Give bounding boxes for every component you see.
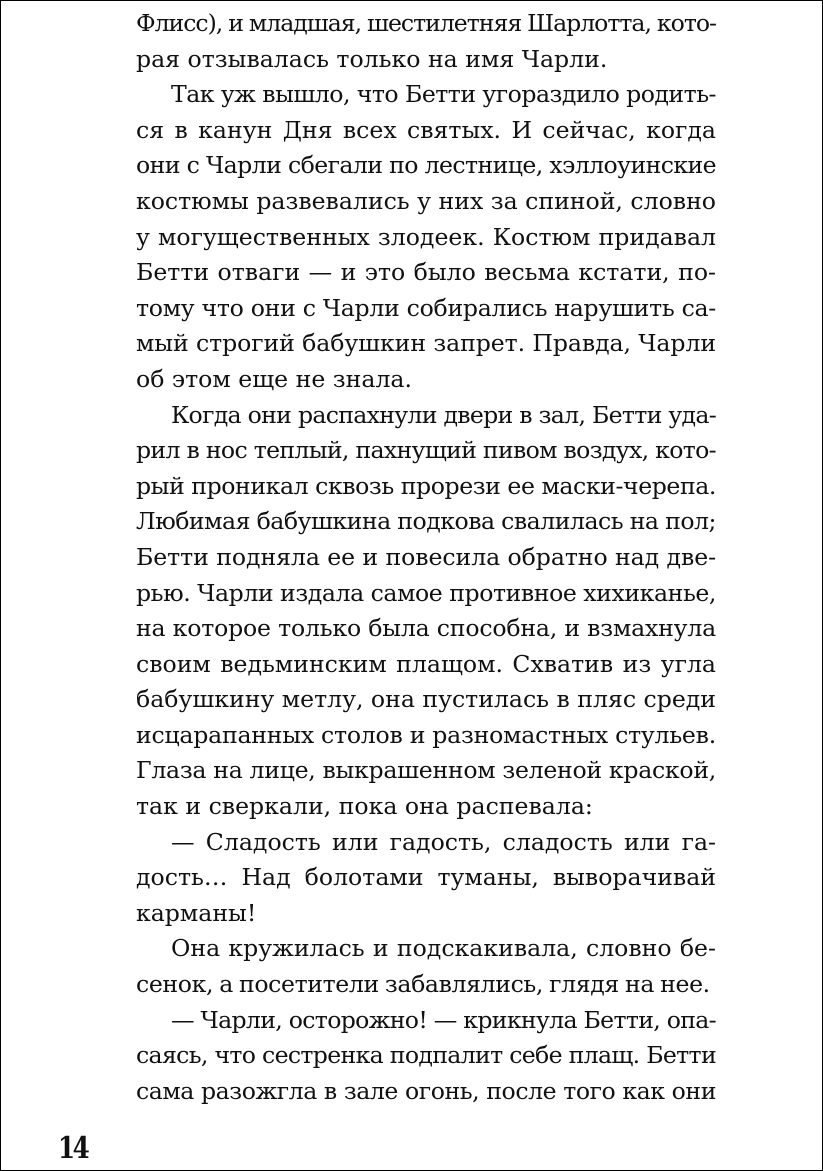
text-line: Так уж вышло, что Бетти угораздило родить- — [171, 80, 716, 109]
text-line: карманы! — [136, 898, 257, 927]
text-line: у могущественных злодеек. Костюм придавал — [136, 222, 716, 251]
text-line: дость… Над болотами туманы, выворачивай — [136, 863, 716, 892]
text-line: Она кружилась и подскакивала, словно бе- — [171, 934, 716, 963]
body-text — [136, 6, 716, 1109]
text-line: Бетти подняла ее и повесила обратно над две- — [136, 542, 716, 571]
text-line: Глаза на лице, выкрашенном зеленой краской, — [136, 756, 716, 785]
text-line: тому что они с Чарли собирались нарушить са- — [136, 293, 716, 322]
text-line: сама разожгла в зале огонь, после того как они — [136, 1076, 716, 1105]
text-line: рая отзывалась только на имя Чарли. — [136, 44, 608, 73]
text-line: Любимая бабушкина подкова свалилась на пол; — [136, 507, 716, 536]
text-line: костюмы развевались у них за спиной, словно — [136, 186, 716, 215]
text-line: саясь, что сестренка подпалит себе плащ. Бетти — [136, 1041, 716, 1070]
text-line: Когда они распахнули двери в зал, Бетти уда- — [171, 400, 716, 429]
text-line: бабушкину метлу, она пустилась в пляс среди — [136, 685, 716, 714]
text-line: — Сладость или гадость, сладость или га- — [171, 827, 716, 856]
text-line: об этом еще не знала. — [136, 364, 412, 393]
text-line: они с Чарли сбегали по лестнице, хэллоуинские — [136, 151, 716, 180]
text-line: ся в канун Дня всех святых. И сейчас, когда — [136, 115, 716, 144]
text-line: исцарапанных столов и разномастных стульев. — [136, 720, 716, 749]
text-line: своим ведьминским плащом. Схватив из угла — [136, 649, 716, 678]
text-line: рил в нос теплый, пахнущий пивом воздух, кото- — [136, 436, 716, 465]
text-line: рью. Чарли издала самое противное хихиканье, — [136, 578, 716, 607]
page-number: 14 — [58, 1131, 88, 1166]
text-line: рый проникал сквозь прорези ее маски-черепа. — [136, 471, 716, 500]
text-line: — Чарли, осторожно! — крикнула Бетти, опа- — [171, 1005, 716, 1034]
text-line: на которое только была способна, и взмахнула — [136, 614, 716, 643]
text-line: Флисс), и младшая, шестилетняя Шарлотта, кото- — [136, 9, 716, 37]
text-line: Бетти отваги — и это было весьма кстати, по- — [136, 258, 716, 287]
text-line: сенок, а посетители забавлялись, глядя на нее. — [136, 970, 710, 999]
text-line: мый строгий бабушкин запрет. Правда, Чарли — [136, 329, 716, 358]
text-line: так и сверкали, пока она распевала: — [136, 792, 593, 821]
